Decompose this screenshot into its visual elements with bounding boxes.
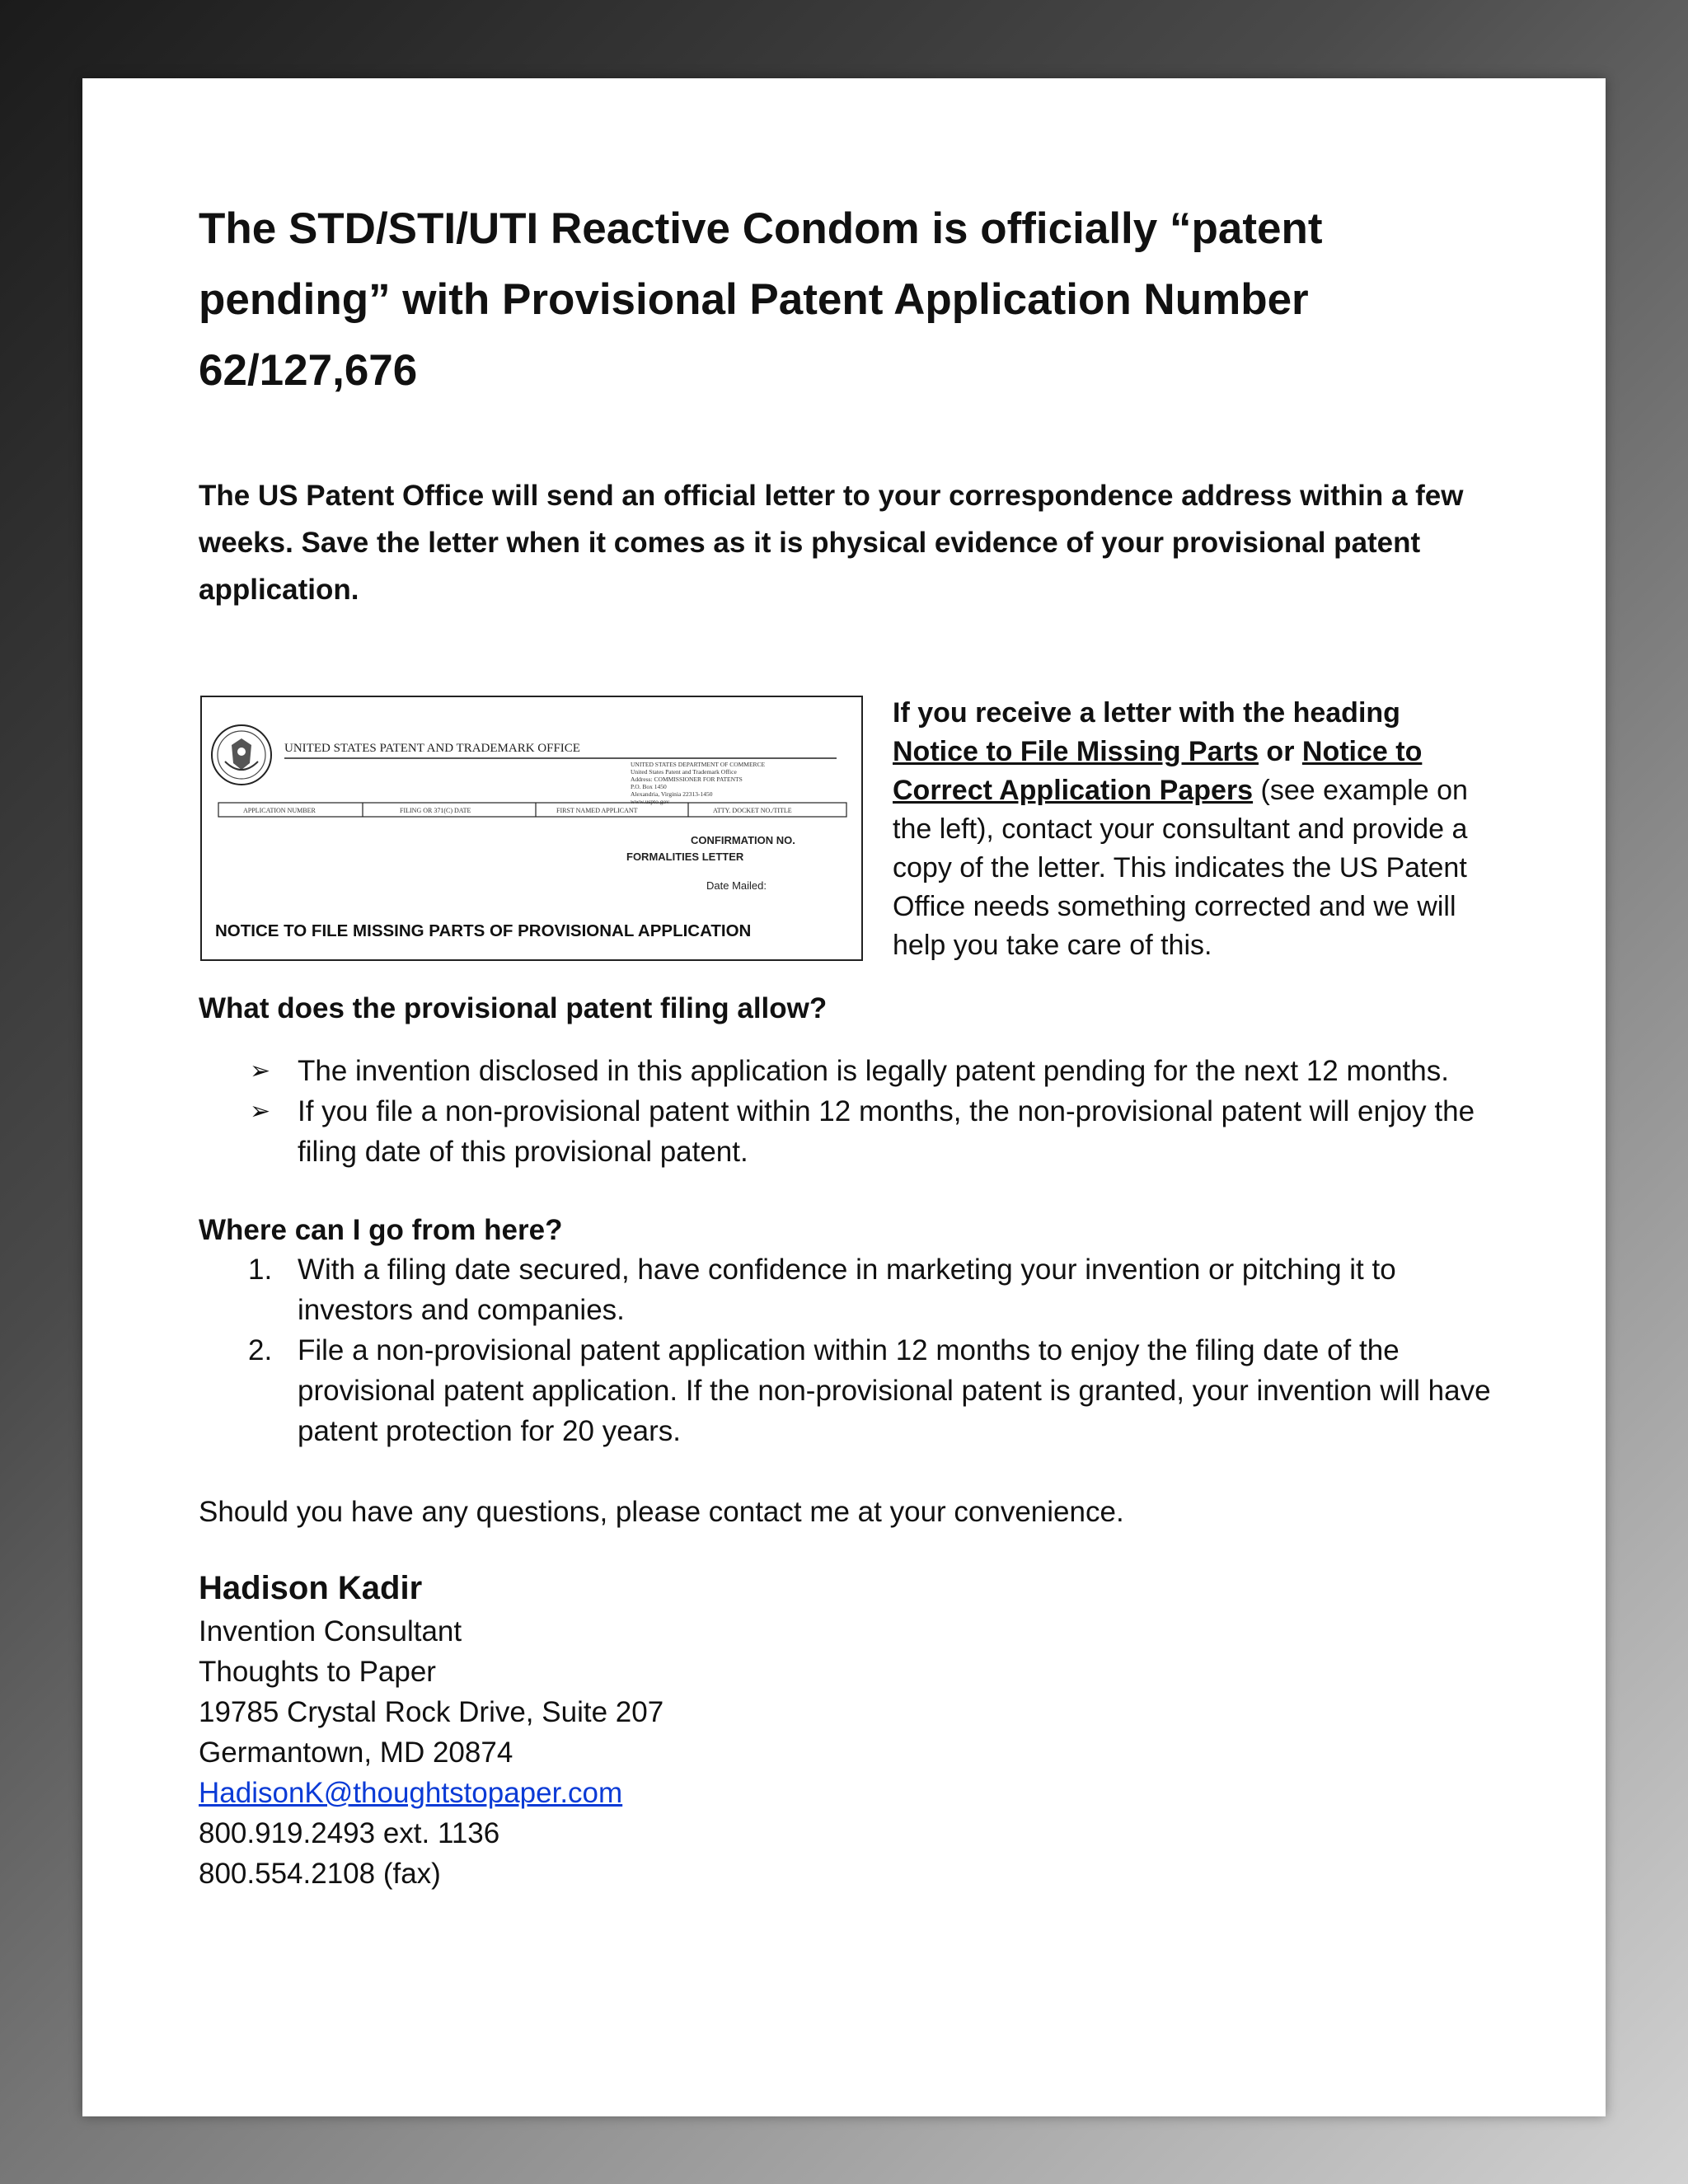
signer-name: Hadison Kadir [199, 1570, 423, 1606]
letter-dept-line-1: United States Patent and Trademark Office [631, 768, 737, 776]
document-content [199, 194, 1493, 1894]
letter-dept-line-0: UNITED STATES DEPARTMENT OF COMMERCE [631, 761, 766, 768]
letter-col-filing-date: FILING OR 371(C) DATE [400, 807, 471, 814]
notice-body-text: (see example on the left), contact your consultant and provide a copy of the letter. This indicates the US Patent Office needs something corrected and we will help you take care of this. [893, 775, 1468, 961]
letter-dept-line-5: www.uspto.gov [631, 798, 670, 805]
where-list [199, 1249, 1493, 1451]
notice-missing-parts-term: Notice to File Missing Parts [893, 736, 1259, 767]
letter-office-name: UNITED STATES PATENT AND TRADEMARK OFFICE [284, 742, 580, 755]
signer-email-link[interactable]: HadisonK@thoughtstopaper.com [199, 1777, 623, 1809]
uspto-seal-icon [212, 725, 271, 785]
notice-correct-papers-term: Notice to Correct Application Papers [893, 736, 1423, 806]
allow-item-text: If you file a non-provisional patent within 12 months, the non-provisional patent will enjoy the filing date of this provisional patent. [298, 1095, 1475, 1168]
list-number: 1. [248, 1254, 273, 1286]
where-item-text: With a filing date secured, have confidence in marketing your invention or pitching it to investors and companies. [298, 1254, 1396, 1326]
signer-fax: 800.554.2108 (fax) [199, 1858, 441, 1890]
arrow-bullet-icon: ➢ [250, 1057, 271, 1085]
arrow-bullet-icon: ➢ [250, 1098, 271, 1125]
where-heading: Where can I go from here? [199, 1214, 563, 1246]
notice-or-text: or [1258, 736, 1302, 767]
letter-notice-heading: NOTICE TO FILE MISSING PARTS OF PROVISIONAL APPLICATION [215, 921, 752, 940]
signer-address-line-1: 19785 Crystal Rock Drive, Suite 207 [199, 1696, 664, 1728]
list-item [199, 1249, 1509, 1330]
list-number: 2. [248, 1334, 273, 1366]
signature-block [199, 1565, 1493, 1894]
list-item [199, 1051, 1509, 1091]
document-page [82, 78, 1606, 2116]
list-item [199, 1091, 1509, 1172]
notice-lead-text: If you receive a letter with the heading [893, 697, 1400, 729]
letter-date-mailed: Date Mailed: [706, 879, 767, 892]
signer-phone: 800.919.2493 ext. 1136 [199, 1817, 500, 1849]
signer-role: Invention Consultant [199, 1615, 462, 1647]
notice-section [199, 696, 1493, 968]
letter-col-first-applicant: FIRST NAMED APPLICANT [556, 807, 638, 814]
notice-instructions [893, 694, 1503, 965]
list-item [199, 1330, 1509, 1451]
allow-list [199, 1051, 1493, 1172]
letter-col-docket: ATTY. DOCKET NO./TITLE [713, 807, 792, 814]
intro-paragraph: The US Patent Office will send an official letter to your correspondence address within a few weeks. Save the letter when it comes as it is physical evidence of your provisional patent application. [199, 480, 1464, 606]
allow-item-text: The invention disclosed in this application is legally patent pending for the next 12 months. [298, 1055, 1449, 1087]
signer-address-line-2: Germantown, MD 20874 [199, 1736, 513, 1769]
letter-dept-line-2: Address: COMMISSIONER FOR PATENTS [631, 776, 743, 783]
letter-col-application-number: APPLICATION NUMBER [243, 807, 316, 814]
letter-dept-line-4: Alexandria, Virginia 22313-1450 [631, 790, 713, 798]
where-item-text: File a non-provisional patent application within 12 months to enjoy the filing date of the provisional patent application. If the non-provisional patent is granted, your invention will have patent protection for 20 years. [298, 1334, 1491, 1447]
allow-heading: What does the provisional patent filing allow? [199, 992, 828, 1024]
document-title: The STD/STI/UTI Reactive Condom is officially “patent pending” with Provisional Patent Application Number 62/127,676 [199, 204, 1323, 395]
closing-sentence: Should you have any questions, please contact me at your convenience. [199, 1496, 1124, 1528]
letter-formalities: FORMALITIES LETTER [626, 851, 744, 863]
uspto-letter-example-image [200, 696, 863, 961]
letter-dept-line-3: P.O. Box 1450 [631, 783, 667, 790]
letter-confirmation: CONFIRMATION NO. [691, 834, 795, 846]
signer-company: Thoughts to Paper [199, 1656, 436, 1688]
